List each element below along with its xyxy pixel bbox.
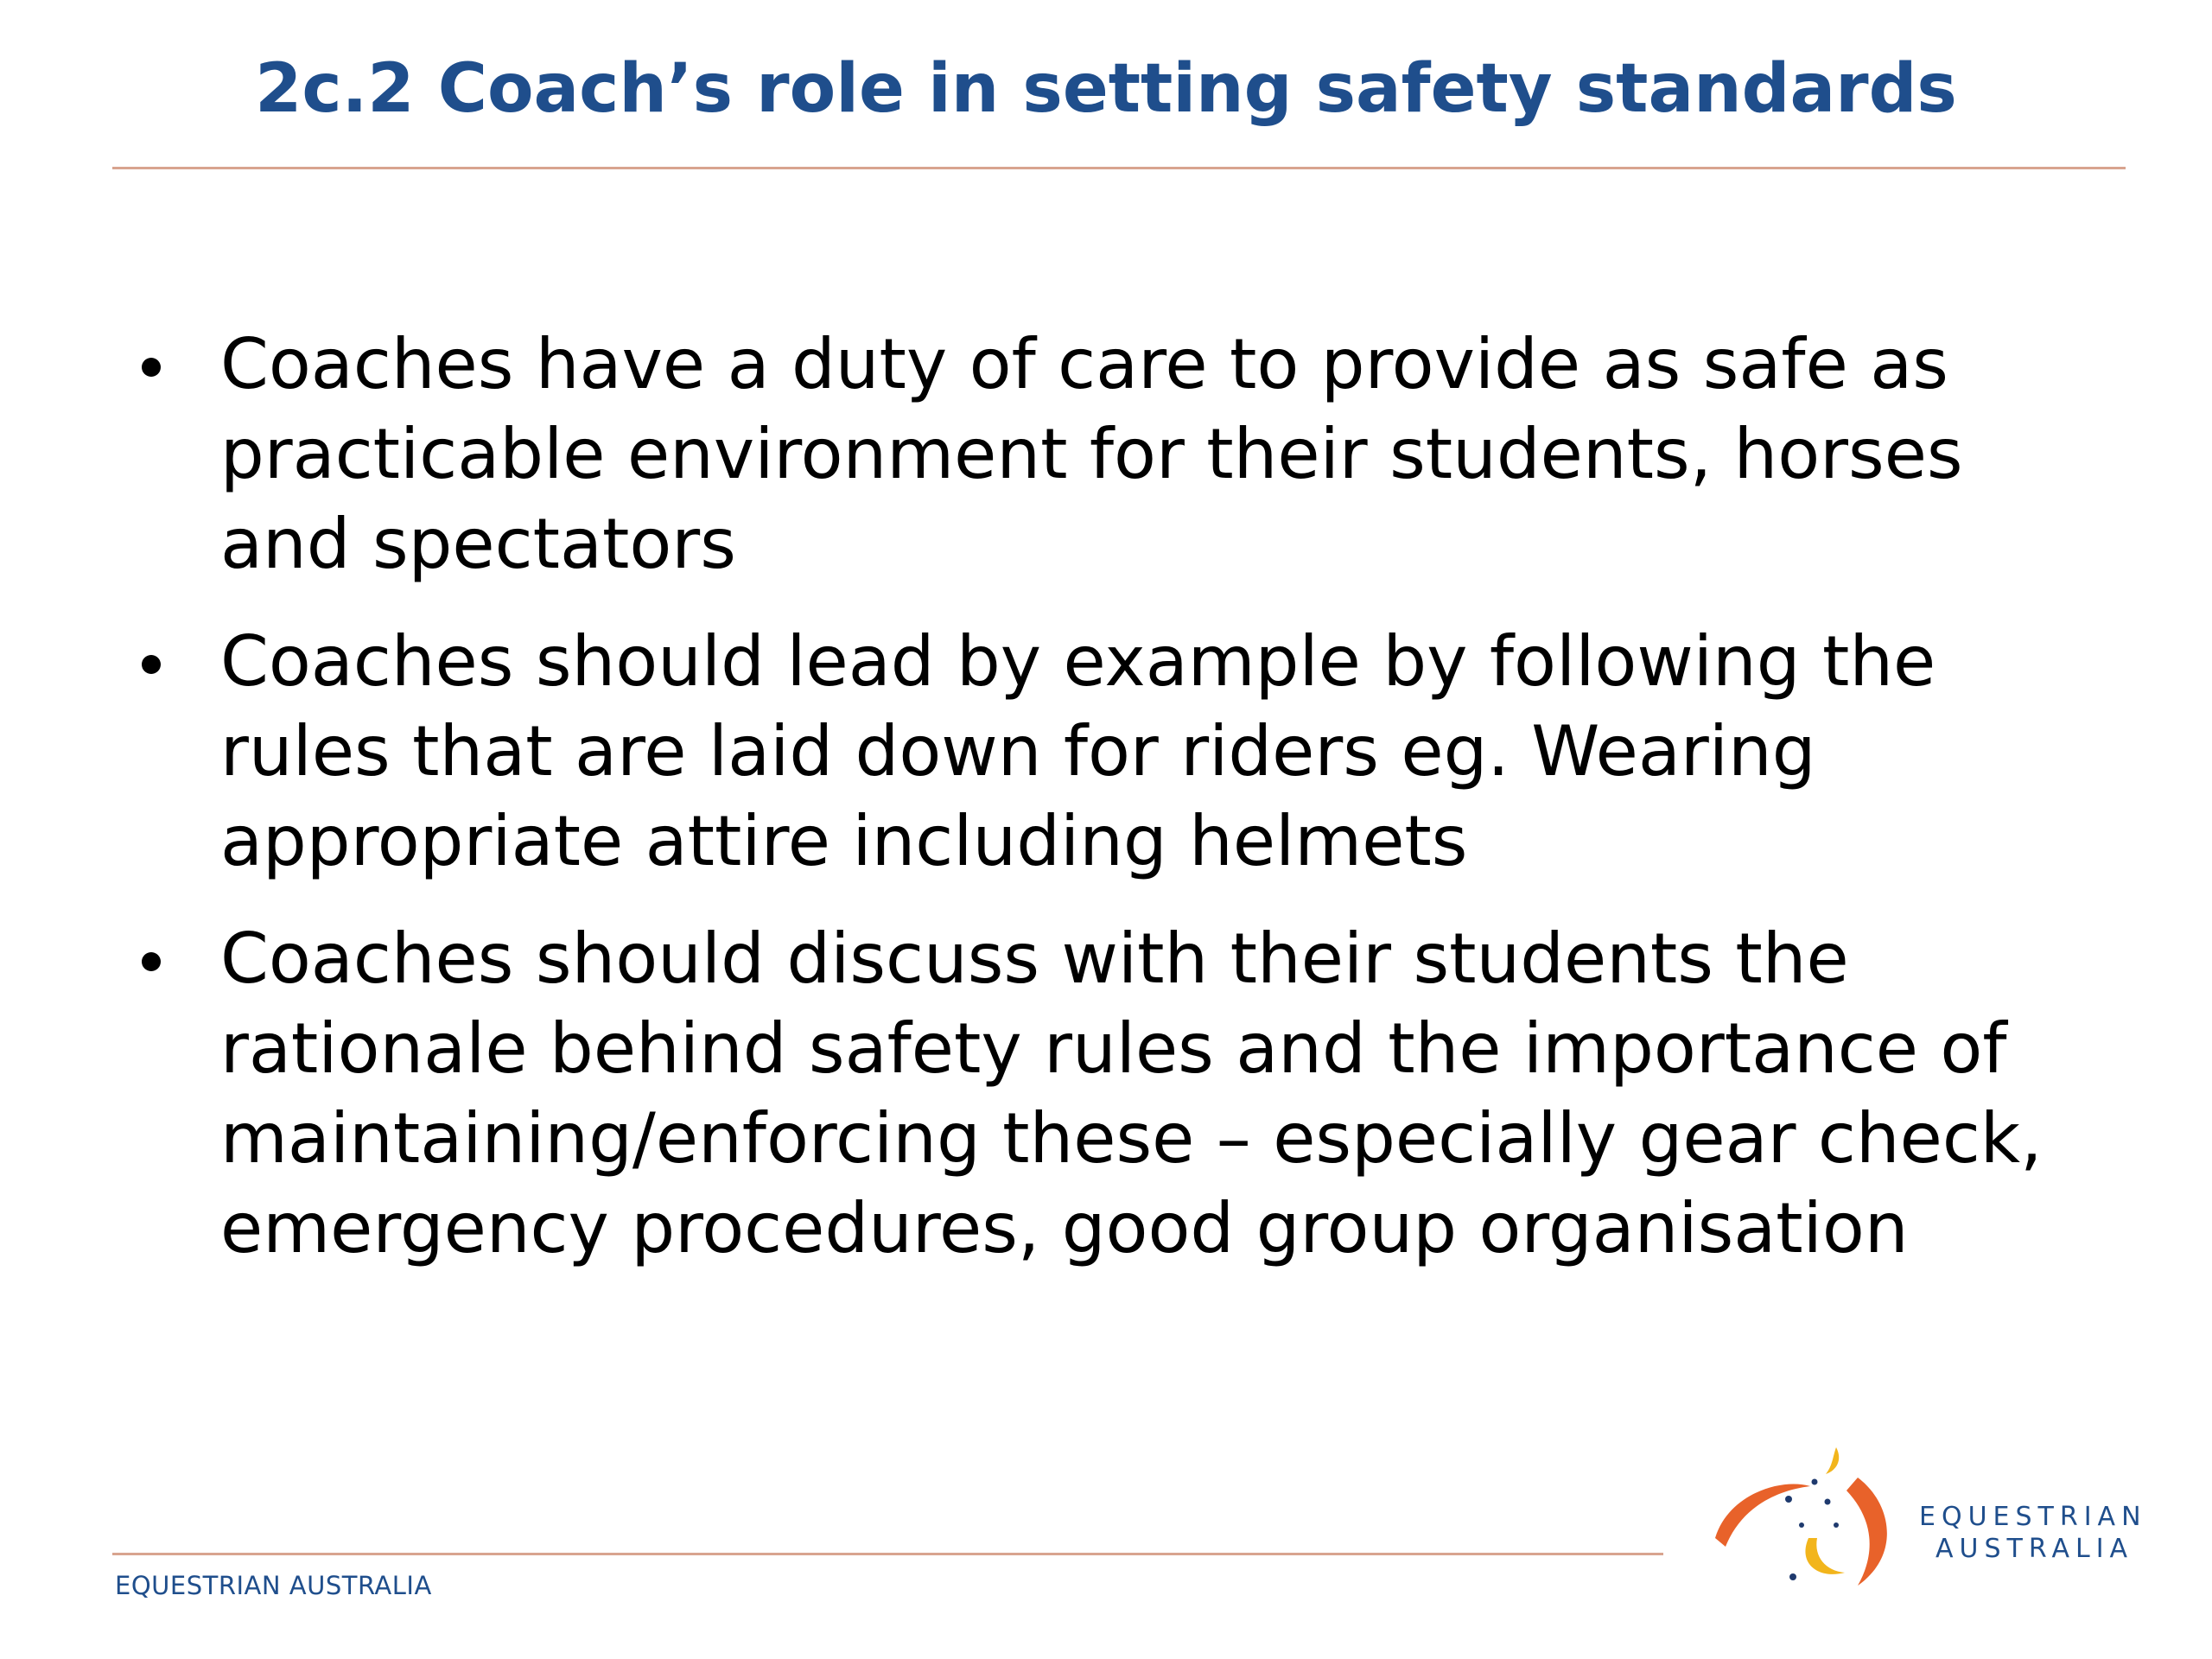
bullet-text: Coaches have a duty of care to provide as safe as practicable environment for their students, horses and spectators	[220, 324, 1963, 584]
bullet-text: Coaches should lead by example by following the rules that are laid down for riders eg. Wearing appropriate attire including helmets	[220, 621, 1936, 881]
logo-word-australia: AUSTRALIA	[1936, 1534, 2134, 1564]
bullet-item	[130, 914, 2100, 1274]
footer-organisation: EQUESTRIAN AUSTRALIA	[115, 1571, 432, 1600]
logo-mark-icon	[1707, 1443, 1905, 1599]
bullet-list	[130, 320, 2100, 1301]
bullet-item	[130, 617, 2100, 887]
equestrian-australia-logo	[1707, 1443, 2190, 1599]
bullet-item	[130, 320, 2100, 589]
bullet-icon	[142, 655, 161, 674]
bullet-text: Coaches should discuss with their students the rationale behind safety rules and the importance of maintaining/enforcing these – especially gear check, emergency procedures, good group organisation	[220, 918, 2043, 1268]
bullet-icon	[142, 358, 161, 377]
title-divider	[112, 167, 2126, 169]
logo-word-equestrian: EQUESTRIAN	[1919, 1502, 2147, 1532]
footer-divider	[112, 1553, 1663, 1555]
slide-title: 2c.2 Coach’s role in setting safety standards	[255, 50, 1957, 128]
bullet-icon	[142, 952, 161, 971]
